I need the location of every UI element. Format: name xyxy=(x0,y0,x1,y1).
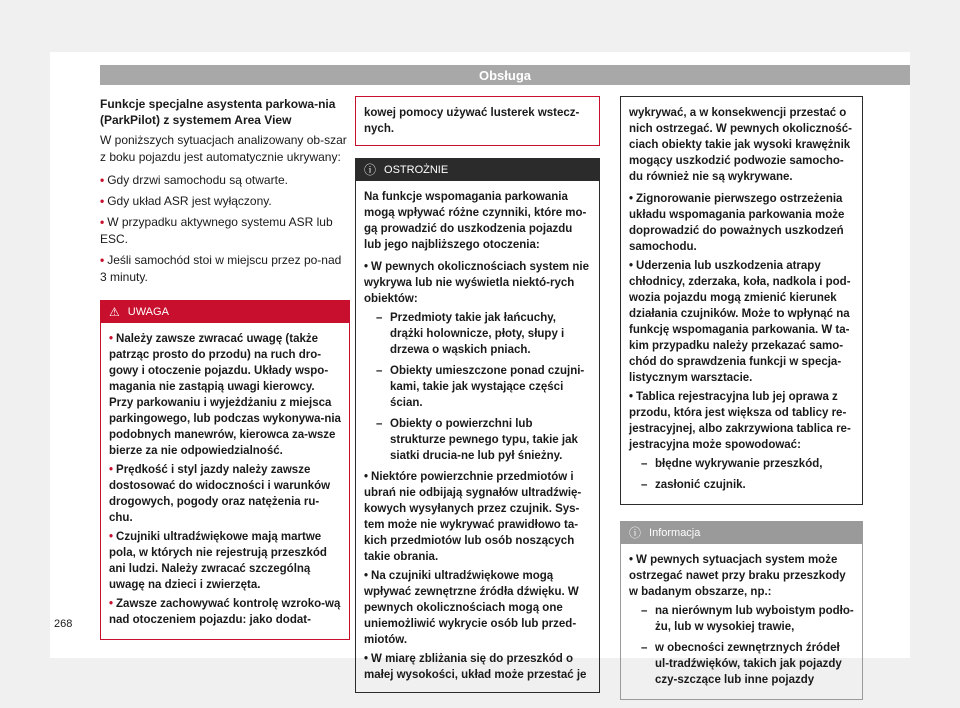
warning-header xyxy=(101,301,349,323)
bullet-icon: • xyxy=(629,554,634,566)
bullet-icon: • xyxy=(629,391,634,403)
list-item xyxy=(109,331,341,459)
list-item-text: Tablica rejestracyjna lub jej oprawa z przodu, która jest większa od tablicy re-jestracyjnej, albo zakrzywiona tablica re-jestracyjna może spowodować: xyxy=(629,391,851,451)
bullet-icon: • xyxy=(109,333,114,345)
dash-icon: – xyxy=(641,642,648,654)
warning-body xyxy=(101,323,349,639)
manual-page xyxy=(50,52,910,686)
list-item xyxy=(100,214,350,248)
bullet-icon: • xyxy=(100,173,105,187)
list-item xyxy=(629,191,854,255)
bullet-icon: • xyxy=(364,653,369,665)
list-item xyxy=(109,529,341,593)
list-item-text: W pewnych okolicznościach system nie wykrywa lub nie wyświetla niektó-rych obiektów: xyxy=(364,261,589,305)
list-item xyxy=(100,193,350,210)
warning-triangle-icon: ⚠ xyxy=(109,304,120,319)
bullet-icon: • xyxy=(364,261,369,273)
list-item xyxy=(364,469,591,565)
caution-box-continued xyxy=(620,96,863,505)
warning-box-continued xyxy=(355,96,600,146)
dash-item-text: Obiekty umieszczone ponad czujni-kami, takie jak wystające części ścian. xyxy=(390,365,585,409)
bullet-icon: • xyxy=(629,193,634,205)
continued-text: wykrywać, a w konsekwencji przestać o nich ostrzegać. W pewnych okoliczność-ciach obiekty takie jak wysoki krawężnik mogący uszkodzić podwozie samocho-du również nie są wykrywane. xyxy=(629,107,853,183)
caution-header xyxy=(356,159,599,181)
dash-item-text: na nierównym lub wyboistym podło-żu, lub w wysokiej trawie, xyxy=(655,605,854,633)
list-item-text: Zawsze zachowywać kontrolę wzroko-wą nad otoczeniem pojazdu: jako dodat- xyxy=(109,598,341,626)
page-number: 268 xyxy=(54,618,73,630)
caution-title: OSTROŻNIE xyxy=(384,163,449,176)
list-item-text: Gdy układ ASR jest wyłączony. xyxy=(107,194,272,208)
info-body xyxy=(621,544,862,699)
dash-icon: – xyxy=(641,479,648,491)
section-header xyxy=(100,65,910,85)
list-item-text: Na czujniki ultradźwiękowe mogą wpływać zewnętrzne źródła dźwięku. W pewnych okolicznościach mogą one uniemożliwić wykrycie osób lub przed-miotów. xyxy=(364,570,579,646)
dash-item xyxy=(629,477,854,493)
dash-item xyxy=(629,603,854,635)
warning-box xyxy=(100,300,350,640)
caution-continued-body xyxy=(621,97,862,504)
warning-title: UWAGA xyxy=(127,305,169,318)
list-item-text: W miarę zbliżania się do przeszkód o małej wysokości, układ może przestać je xyxy=(364,653,587,681)
info-header xyxy=(621,522,862,544)
list-item xyxy=(364,259,591,307)
bullet-icon: • xyxy=(109,464,114,476)
list-item xyxy=(100,252,350,286)
column-middle xyxy=(355,96,600,693)
dash-item-text: Obiekty o powierzchni lub strukturze pewnego typu, takie jak siatki drucia-ne lub pył śnieżny. xyxy=(390,418,578,462)
column-left xyxy=(100,96,350,640)
info-title: Informacja xyxy=(649,526,701,539)
bullet-icon: • xyxy=(100,194,105,208)
list-item-text: Prędkość i styl jazdy należy zawsze dostosować do widoczności i warunków drogowych, pogody oraz natężenia ru-chu. xyxy=(109,464,331,524)
bullet-icon: • xyxy=(109,598,114,610)
bullet-icon: • xyxy=(100,215,105,229)
list-item xyxy=(364,568,591,648)
intro-paragraph: W poniższych sytuacjach analizowany ob-szar z boku pojazdu jest automatycznie ukrywany: xyxy=(100,133,347,164)
bullet-icon: • xyxy=(629,260,634,272)
dash-icon: – xyxy=(376,312,383,324)
dash-item-text: błędne wykrywanie przeszkód, xyxy=(655,458,823,470)
list-item xyxy=(629,552,854,600)
list-item xyxy=(629,258,854,386)
bullet-icon: • xyxy=(364,471,369,483)
dash-icon: – xyxy=(641,458,648,470)
bullet-icon: • xyxy=(100,253,105,267)
list-item-text: Gdy drzwi samochodu są otwarte. xyxy=(107,173,288,187)
dash-item-text: zasłonić czujnik. xyxy=(655,479,746,491)
continued-text: kowej pomocy używać lusterek wstecz-nych. xyxy=(364,107,580,135)
warning-continued-body xyxy=(356,97,599,145)
list-item-text: Zignorowanie pierwszego ostrzeżenia układu wspomagania parkowania może doprowadzić do poważnych uszkodzeń samochodu. xyxy=(629,193,845,253)
dash-icon: – xyxy=(641,605,648,617)
exclamation-circle-icon: ⓘ xyxy=(364,162,377,177)
caution-body xyxy=(356,181,599,692)
dash-item-text: Przedmioty takie jak łańcuchy, drążki holownicze, płoty, słupy i drzewa o wąskich pniach. xyxy=(390,312,565,356)
list-item-text: Jeśli samochód stoi w miejscu przez po-nad 3 minuty. xyxy=(100,253,342,284)
caution-box xyxy=(355,158,600,693)
dash-item xyxy=(364,363,591,411)
info-icon: ⓘ xyxy=(629,525,642,540)
dash-item-text: w obecności zewnętrznych źródeł ul-tradźwięków, takich jak pojazdy czy-szczące lub inne pojazdy xyxy=(655,642,842,686)
caution-intro: Na funkcje wspomagania parkowania mogą wpływać różne czynniki, które mo-gą prowadzić do uszkodzenia pojazdu lub jego najbliższego otoczenia: xyxy=(364,191,587,251)
list-item xyxy=(109,596,341,628)
dash-item xyxy=(364,310,591,358)
column-right xyxy=(620,96,863,700)
list-item-text: Czujniki ultradźwiękowe mają martwe pola, w których nie rejestrują przeszkód ani ludzi. Należy zwracać szczególną uwagę na dzieci i zwierzęta. xyxy=(109,531,327,591)
section-heading: Funkcje specjalne asystenta parkowa-nia (ParkPilot) z systemem Area View xyxy=(100,97,336,127)
dash-item xyxy=(629,640,854,688)
section-title: Obsługa xyxy=(478,67,531,83)
dash-icon: – xyxy=(376,365,383,377)
list-item xyxy=(109,462,341,526)
list-item-text: Należy zawsze zwracać uwagę (także patrząc prosto do przodu) na ruch dro-gowy i otoczenie pojazdu. Układy wspo-magania nie zastąpią uwagi kierowcy. Przy parkowaniu i wyjeżdżaniu z miejsca parkingowego, lub podczas wykonywa-nia podobnych manewrów, kierowca za-wsze bierze za nie odpowiedzialność. xyxy=(109,333,341,457)
dash-item xyxy=(364,416,591,464)
bullet-icon: • xyxy=(109,531,114,543)
list-item-text: W przypadku aktywnego systemu ASR lub ESC. xyxy=(100,215,333,246)
bullet-icon: • xyxy=(364,570,369,582)
dash-icon: – xyxy=(376,418,383,430)
list-item-text: Niektóre powierzchnie przedmiotów i ubrań nie odbijają sygnałów ultradźwię-kowych wysyłanych przez czujnik. Sys-tem może nie wykrywać prawidłowo ta-kich przedmiotów lub osób noszących takie obrania. xyxy=(364,471,582,563)
list-item xyxy=(364,651,591,683)
list-item-text: W pewnych sytuacjach system może ostrzegać nawet przy braku przeszkody w badanym obszarze, np.: xyxy=(629,554,846,598)
list-item-text: Uderzenia lub uszkodzenia atrapy chłodnicy, zderzaka, koła, nadkola i pod-wozia pojazdu mogą zmienić kierunek działania czujników. Może to wpłynąć na funkcję wspomagania parkowania. W ta-kim przypadku należy przekazać samo-chód do sprawdzenia funkcji w specja-listycznym warsztacie. xyxy=(629,260,851,384)
list-item xyxy=(629,389,854,453)
dash-item xyxy=(629,456,854,472)
info-box xyxy=(620,521,863,700)
list-item xyxy=(100,172,350,189)
